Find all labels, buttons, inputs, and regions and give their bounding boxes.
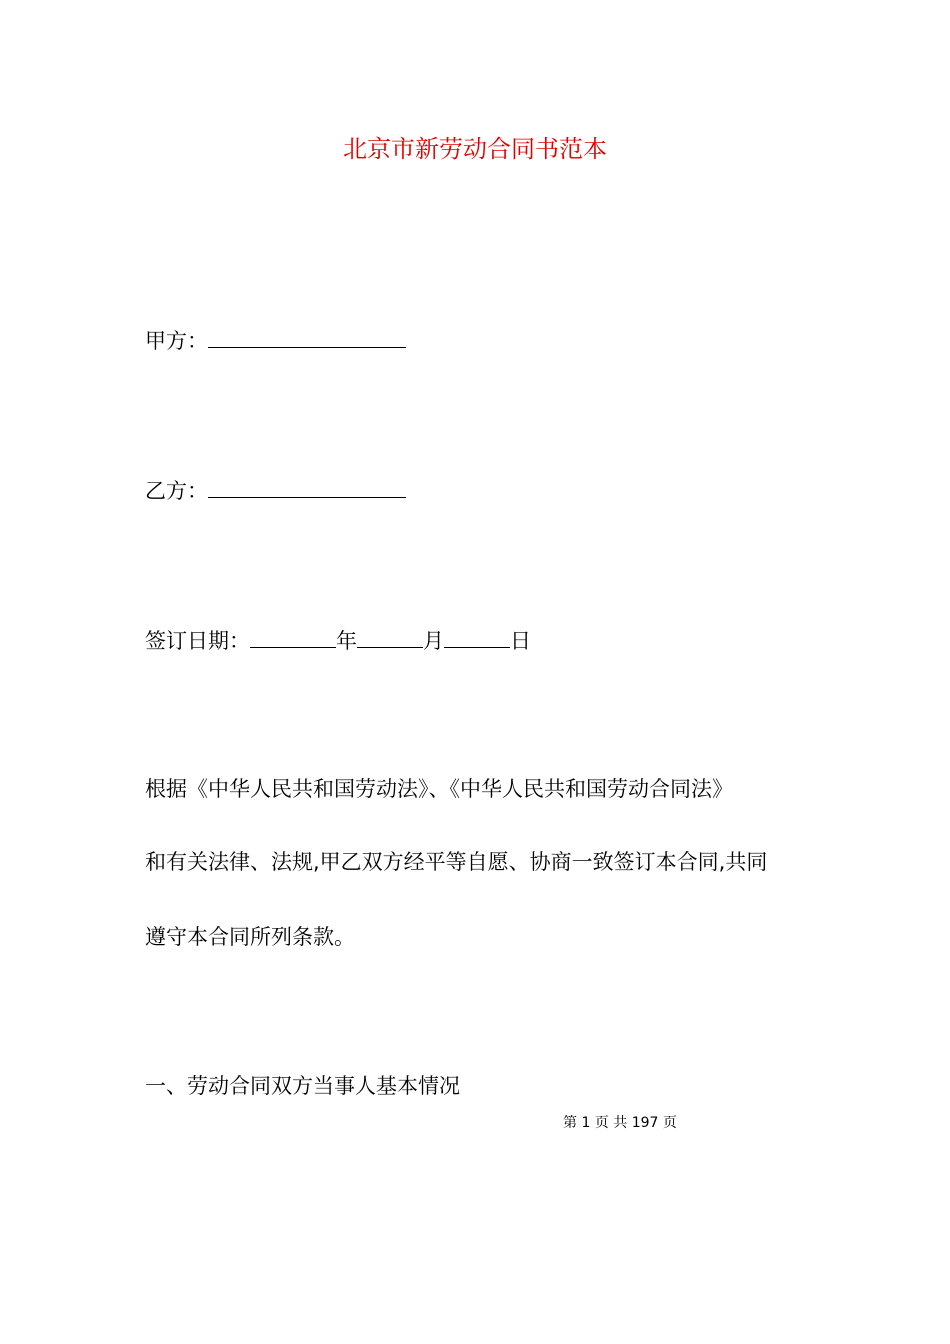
year-blank (250, 625, 336, 648)
party-a-line (145, 325, 406, 356)
party-a-blank (208, 325, 406, 348)
party-b-line (145, 475, 406, 506)
document-title: 北京市新劳动合同书范本 (343, 135, 607, 163)
section-heading: 一、劳动合同双方当事人基本情况 (145, 1074, 460, 1098)
sign-date-line (145, 625, 531, 656)
page-footer: 第 1 页 共 197 页 (563, 1115, 677, 1131)
day-blank (444, 625, 510, 648)
paragraph-line-2: 和有关法律、法规,甲乙双方经平等自愿、协商一致签订本合同,共同 (145, 850, 768, 874)
sign-date-label: 签订日期： (145, 629, 250, 653)
party-b-blank (208, 475, 406, 498)
party-b-label: 乙方： (145, 479, 208, 503)
month-blank (357, 625, 423, 648)
paragraph-line-1: 根据《中华人民共和国劳动法》、《中华人民共和国劳动合同法》 (145, 777, 733, 801)
day-label: 日 (510, 629, 531, 653)
year-label: 年 (336, 629, 357, 653)
paragraph-line-3: 遵守本合同所列条款。 (145, 925, 355, 949)
month-label: 月 (423, 629, 444, 653)
party-a-label: 甲方： (145, 329, 208, 353)
